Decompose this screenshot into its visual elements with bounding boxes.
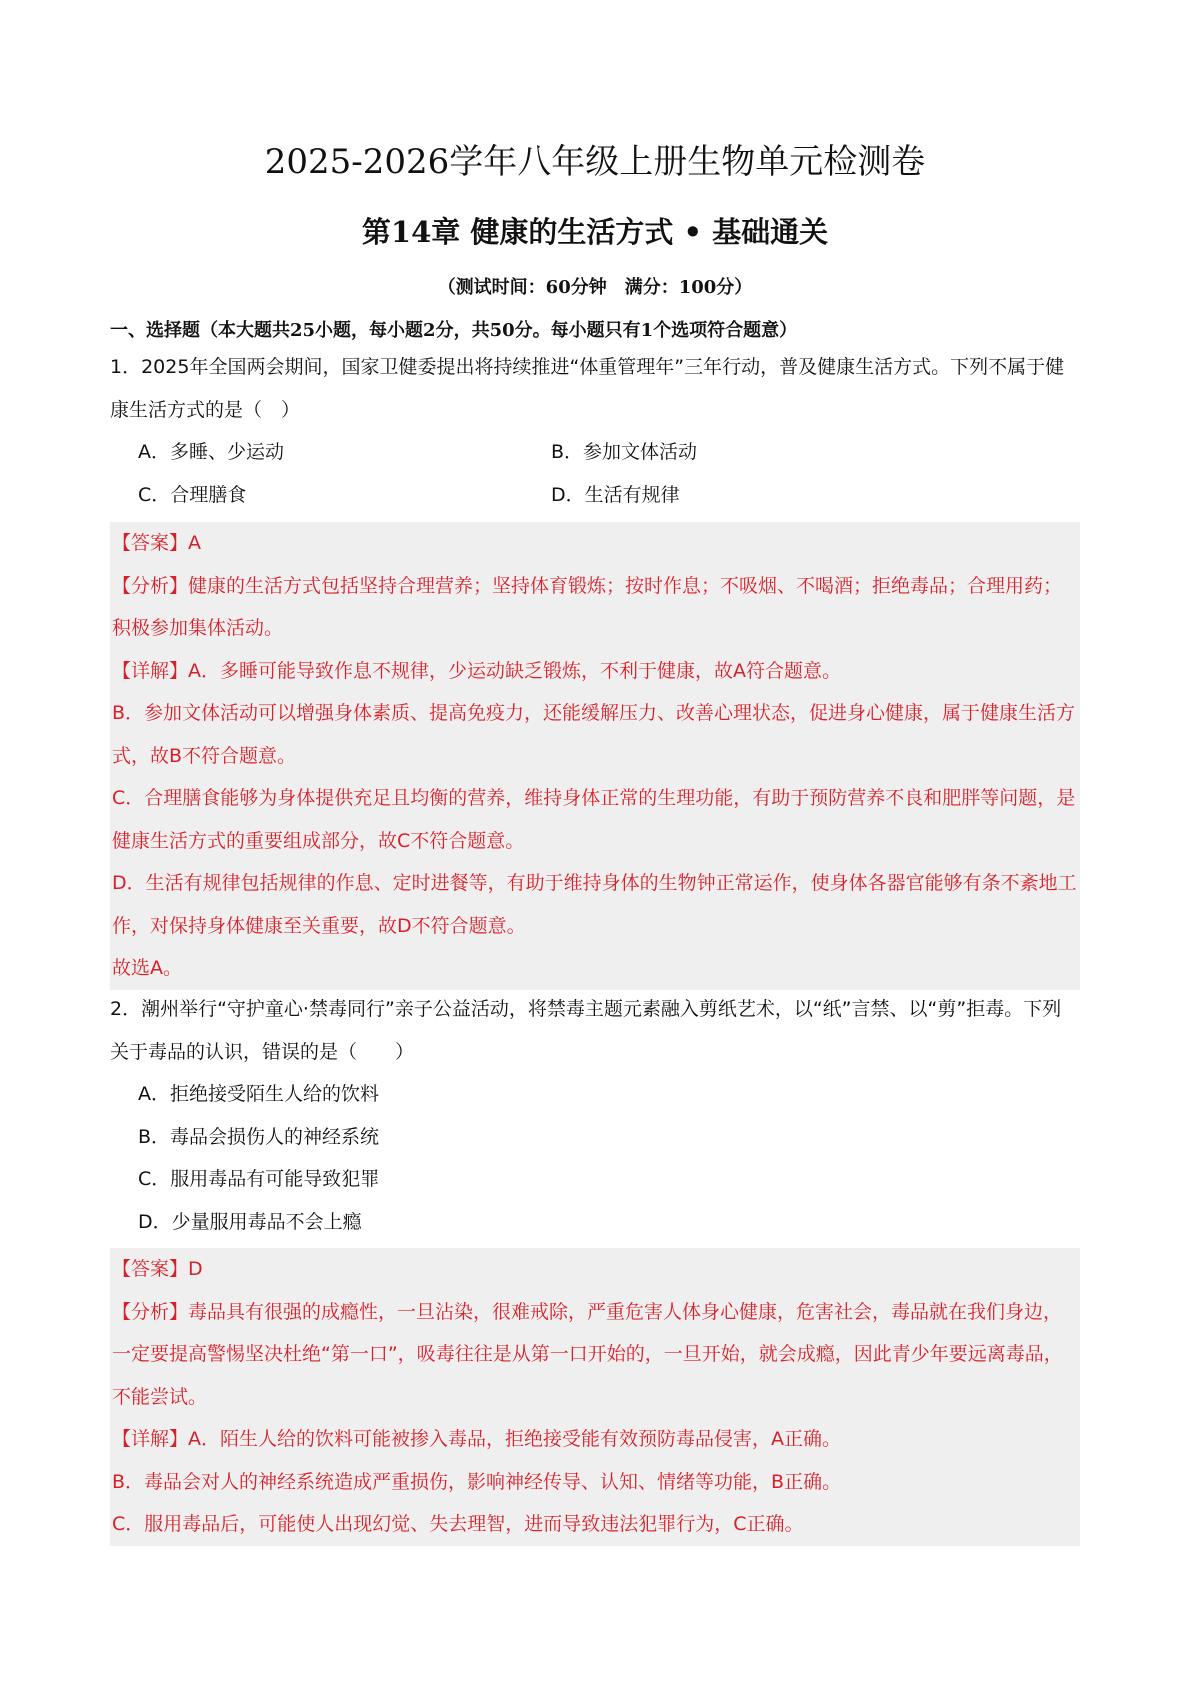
section-heading: 一、选择题（本大题共25小题，每小题2分，共50分。每小题只有1个选项符合题意） <box>110 320 798 341</box>
answer-line: 【答案】A <box>112 532 201 554</box>
detail-line: B．毒品会对人的神经系统造成严重损伤，影响神经传导、认知、情绪等功能，B正确。 <box>112 1470 842 1493</box>
question-1-options-row-1 <box>110 431 1080 474</box>
option-d: D．生活有规律 <box>551 483 680 506</box>
detail-line: 【详解】A．多睡可能导致作息不规律，少运动缺乏锻炼，不利于健康，故A符合题意。 <box>112 659 841 682</box>
question-1-stem: 1．2025年全国两会期间，国家卫健委提出将持续推进“体重管理年”三年行动，普及健康生活方式。下列不属于健康生活方式的是（ ） <box>110 356 1065 421</box>
option-b: B．参加文体活动 <box>551 441 698 463</box>
option-b: B．毒品会损伤人的神经系统 <box>138 1125 380 1148</box>
question-2-stem: 2．潮州举行“守护童心·禁毒同行”亲子公益活动，将禁毒主题元素融入剪纸艺术，以“纸”言禁、以“剪”拒毒。下列关于毒品的认识，错误的是（ ） <box>110 998 1062 1063</box>
option-d: D．少量服用毒品不会上瘾 <box>138 1210 362 1233</box>
detail-line: B．参加文体活动可以增强身体素质、提高免疫力，还能缓解压力、改善心理状态，促进身心健康，属于健康生活方式，故B不符合题意。 <box>112 702 1076 767</box>
detail-line: 【详解】A．陌生人给的饮料可能被掺入毒品，拒绝接受能有效预防毒品侵害，A正确。 <box>112 1428 841 1450</box>
answer-line: 【答案】D <box>112 1258 203 1280</box>
analysis-text: 【分析】健康的生活方式包括坚持合理营养；坚持体育锻炼；按时作息；不吸烟、不喝酒；拒绝毒品；合理用药；积极参加集体活动。 <box>112 574 1063 639</box>
question-1-options-row-2 <box>110 474 1080 517</box>
exam-meta: （测试时间：60分钟 满分：100分） <box>437 277 753 298</box>
detail-line: C．合理膳食能够为身体提供充足且均衡的营养，维持身体正常的生理功能，有助于预防营养不良和肥胖等问题，是健康生活方式的重要组成部分，故C不符合题意。 <box>112 787 1076 852</box>
question-2-solution <box>110 1248 1080 1546</box>
detail-line: D．生活有规律包括规律的作息、定时进餐等，有助于维持身体的生物钟正常运作，使身体各器官能够有条不紊地工作，对保持身体健康至关重要，故D不符合题意。 <box>112 872 1077 937</box>
option-a: A．拒绝接受陌生人给的饮料 <box>138 1083 379 1105</box>
option-c: C．合理膳食 <box>138 483 247 506</box>
question-1-solution <box>110 522 1080 990</box>
chapter-subtitle: 第14章 健康的生活方式 • 基础通关 <box>361 215 829 249</box>
conclusion-line: 故选A。 <box>112 957 182 979</box>
detail-line: C．服用毒品后，可能使人出现幻觉、失去理智，进而导致违法犯罪行为，C正确。 <box>112 1513 804 1535</box>
question-1 <box>110 346 1080 516</box>
option-c: C．服用毒品有可能导致犯罪 <box>138 1168 380 1190</box>
page-title: 2025-2026学年八年级上册生物单元检测卷 <box>264 142 926 182</box>
analysis-text: 【分析】毒品具有很强的成瘾性，一旦沾染，很难戒除，严重危害人体身心健康，危害社会，毒品就在我们身边，一定要提高警惕坚决杜绝“第一口”，吸毒往往是从第一口开始的，一旦开始，就会成瘾，因此青少年要远离毒品，不能尝试。 <box>112 1300 1063 1408</box>
option-a: A．多睡、少运动 <box>138 441 284 463</box>
question-2 <box>110 988 1080 1243</box>
